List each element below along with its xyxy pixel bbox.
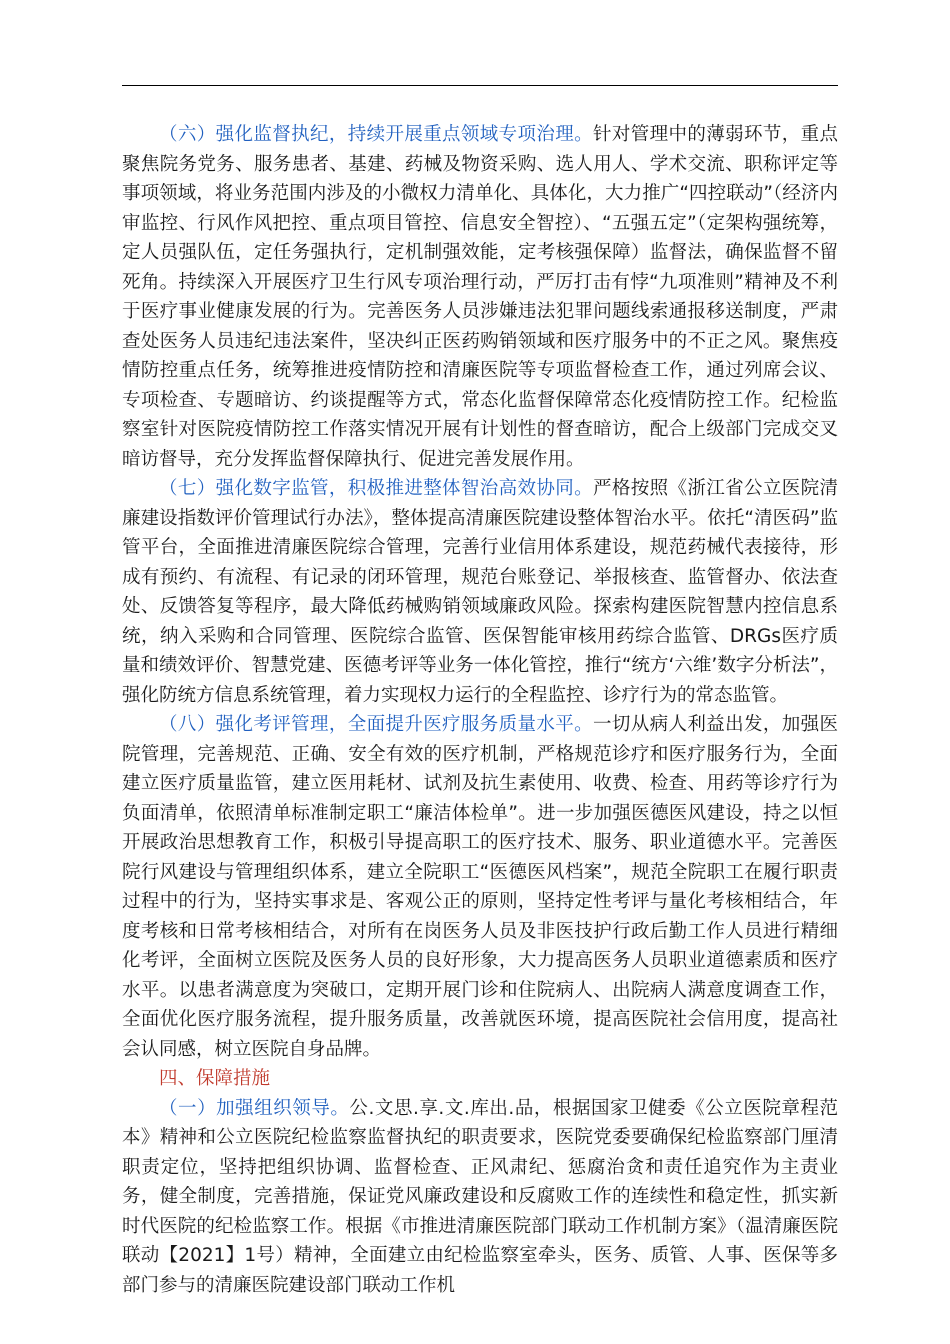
paragraph-text: 针对管理中的薄弱环节，重点聚焦院务党务、服务患者、基建、药械及物资采购、选人用人、学术交流、职称评定等事项领域，将业务范围内涉及的小微权力清单化、具体化，大力推广“四控联动”（经济内审监控、行风作风把控、重点项目管控、信息安全智控）、“五强五定”（定架构强统筹，定人员强队伍，定任务强执行，定机制强效能，定考核强保障）监督法，确保监督不留死角。持续深入开展医疗卫生行风专项治理行动，严厉打击有悖“九项准则”精神及不利于医疗事业健康发展的行为。完善医务人员涉嫌违法犯罪问题线索通报移送制度，严肃查处医务人员违纪违法案件，坚决纠正医药购销领域和医疗服务中的不正之风。聚焦疫情防控重点任务，统筹推进疫情防控和清廉医院等专项监督检查工作，通过列席会议、专项检查、专题暗访、约谈提醒等方式，常态化监督保障常态化疫情防控工作。纪检监察室针对医院疫情防控工作落实情况开展有计划性的督查暗访，配合上级部门完成交叉暗访督导，充分发挥监督保障执行、促进完善发展作用。 bbox=[122, 124, 838, 470]
paragraph-heading: （七）强化数字监管，积极推进整体智治高效协同。 bbox=[159, 478, 594, 499]
paragraph-text: 一切从病人利益出发，加强医院管理，完善规范、正确、安全有效的医疗机制，严格规范诊疗和医疗服务行为，全面建立医疗质量监管，建立医用耗材、试剂及抗生素使用、收费、检查、用药等诊疗行为负面清单，依照清单标准制定职工“廉洁体检单”。进一步加强医德医风建设，持之以恒开展政治思想教育工作，积极引导提高职工的医疗技术、服务、职业道德水平。完善医院行风建设与管理组织体系，建立全院职工“医德医风档案”，规范全院职工在履行职责过程中的行为，坚持实事求是、客观公正的原则，坚持定性考评与量化考核相结合，年度考核和日常考核相结合，对所有在岗医务人员及非医技护行政后勤工作人员进行精细化考评，全面树立医院及医务人员的良好形象，大力提高医务人员职业道德素质和医疗水平。以患者满意度为突破口，定期开展门诊和住院病人、出院病人满意度调查工作，全面优化医疗服务流程，提升服务质量，改善就医环境，提高医院社会信用度，提高社会认同感，树立医院自身品牌。 bbox=[122, 714, 838, 1060]
paragraph-heading: （六）强化监督执纪，持续开展重点领域专项治理。 bbox=[159, 124, 594, 145]
paragraph-heading: （一）加强组织领导。 bbox=[159, 1097, 350, 1119]
paragraph-heading: （八）强化考评管理，全面提升医疗服务质量水平。 bbox=[159, 714, 594, 735]
section-title: 四、保障措施 bbox=[159, 1068, 271, 1089]
paragraph-text: 公.文思.享.文.库出.品，根据国家卫健委《公立医院章程范本》精神和公立医院纪检监察监督执纪的职责要求，医院党委要确保纪检监察部门厘清职责定位，坚持把组织协调、监督检查、正风肃纪、惩腐治贪和责任追究作为主责业务，健全制度，完善措施，保证党风廉政建设和反腐败工作的连续性和稳定性，抓实新时代医院的纪检监察工作。根据《市推进清廉医院部门联动工作机制方案》（温清廉医院联动【2021】1号）精神，全面建立由纪检监察室牵头，医务、质管、人事、医保等多部门参与的清廉医院建设部门联动工作机 bbox=[122, 1097, 838, 1296]
paragraph-one bbox=[122, 1094, 838, 1301]
paragraph-six bbox=[122, 120, 838, 474]
header-rule bbox=[122, 85, 838, 86]
paragraph-seven bbox=[122, 474, 838, 710]
paragraph-eight bbox=[122, 710, 838, 1064]
document-body bbox=[122, 120, 838, 1300]
paragraph-text: 严格按照《浙江省公立医院清廉建设指数评价管理试行办法》，整体提高清廉医院建设整体智治水平。依托“清医码”监管平台，全面推进清廉医院综合管理，完善行业信用体系建设，规范药械代表接待，形成有预约、有流程、有记录的闭环管理，规范台账登记、举报核查、监管督办、依法查处、反馈答复等程序，最大降低药械购销领域廉政风险。探索构建医院智慧内控信息系统，纳入采购和合同管理、医院综合监管、医保智能审核用药综合监管、DRGs医疗质量和绩效评价、智慧党建、医德考评等业务一体化管控，推行“统方‘六维’数字分析法”，强化防统方信息系统管理，着力实现权力运行的全程监控、诊疗行为的常态监管。 bbox=[122, 478, 838, 706]
